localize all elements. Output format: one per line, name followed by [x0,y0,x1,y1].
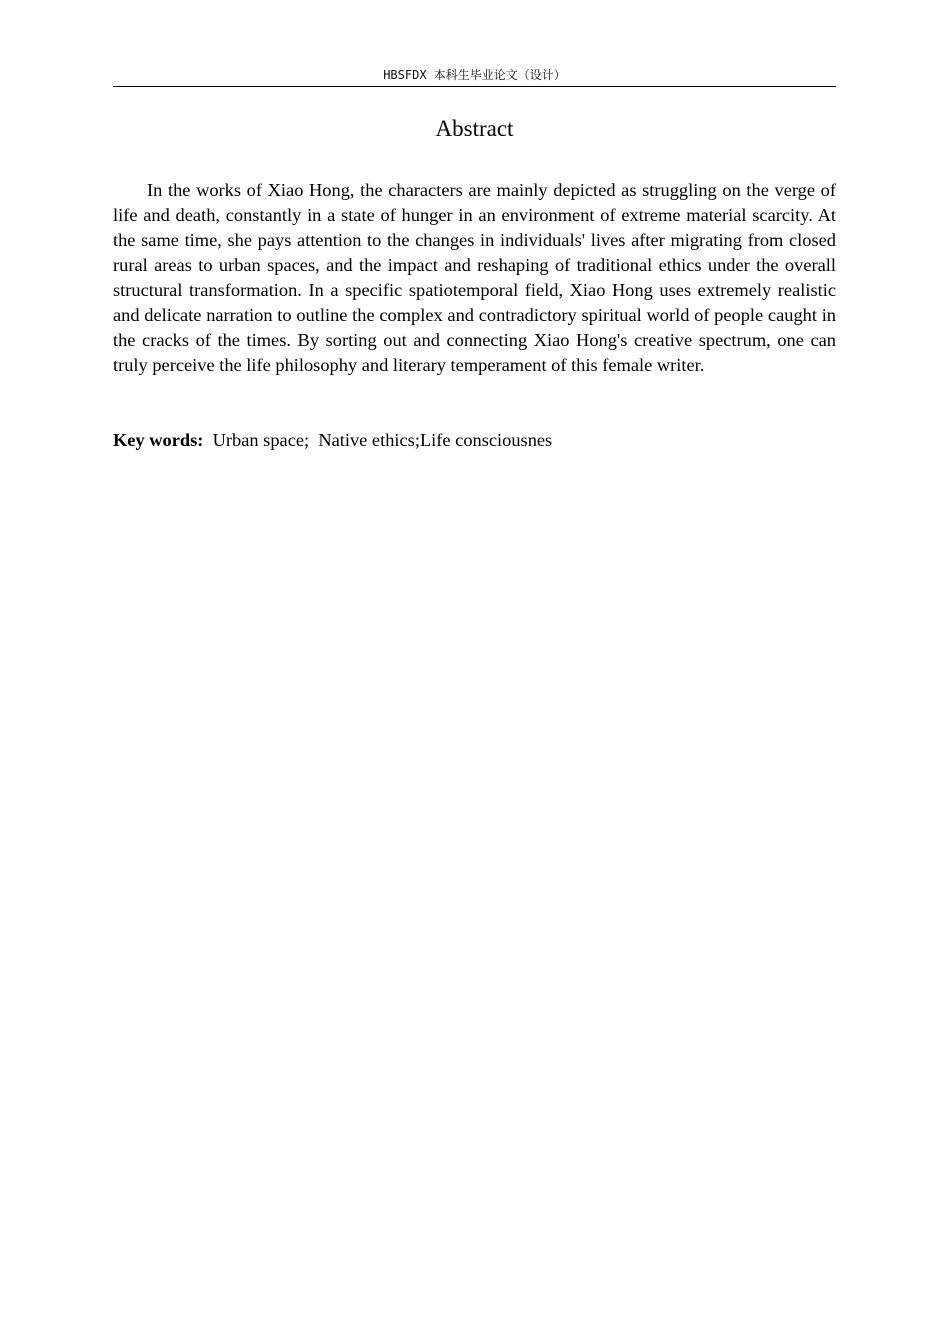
abstract-paragraph: In the works of Xiao Hong, the characters are mainly depicted as struggling on the verge of life and death, constantly in a state of hunger in an environment of extreme material scarcity. At the same time, she pays attention to the changes in individuals' lives after migrating from closed rural areas to urban spaces, and the impact and reshaping of traditional ethics under the overall structural transformation. In a specific spatiotemporal field, Xiao Hong uses extremely realistic and delicate narration to outline the complex and contradictory spiritual world of people caught in the cracks of the times. By sorting out and connecting Xiao Hong's creative spectrum, one can truly perceive the life philosophy and literary temperament of this female writer. [113,180,836,375]
page-header [113,66,836,87]
header-text: HBSFDX 本科生毕业论文（设计） [383,68,566,82]
keywords-value: Urban space; Native ethics;Life consciousnes [203,430,553,450]
keywords-line [113,428,836,453]
abstract-title: Abstract [435,116,514,141]
keywords-label: Key words: [113,430,204,450]
